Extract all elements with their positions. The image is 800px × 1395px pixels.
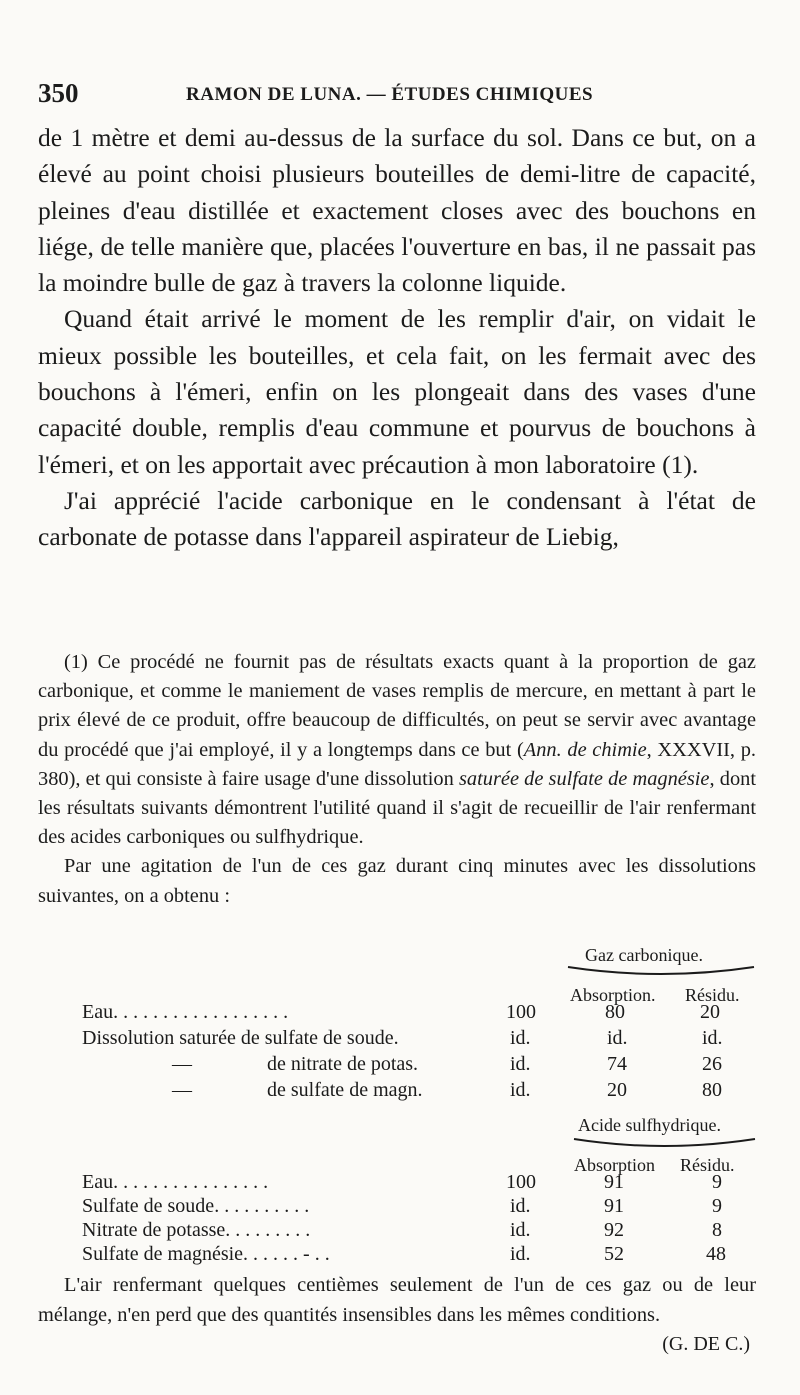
row-residu: id. bbox=[702, 1027, 723, 1049]
footnote-text-a: (1) Ce procédé ne fournit pas de résultats exacts quant à la proportion de gaz carbonique, et comme le maniement de vases remplis de mercure, en mettant à part le prix élevé de ce produit, offre beaucoup de difficultés, on peut se servir avec avantage du procédé que j'ai employé, il y a longtemps dans ce but ( bbox=[38, 651, 756, 761]
row-label: Sulfate de soude. . . . . . . . . . bbox=[82, 1195, 310, 1217]
row-label: Nitrate de potasse. . . . . . . . . bbox=[82, 1219, 311, 1241]
row-absorption: id. bbox=[607, 1027, 628, 1049]
row-residu: 9 bbox=[712, 1171, 722, 1193]
row-total: id. bbox=[510, 1243, 531, 1265]
closing-note bbox=[38, 1270, 756, 1330]
footnote-text-c: , dont les résultats suivants démontrent l'utilité quand il s'agit de recueillir de l'air renfermant des acides carboniques ou sulfhydrique. bbox=[38, 767, 757, 849]
row-residu: 9 bbox=[712, 1195, 722, 1217]
row-total: id. bbox=[510, 1195, 531, 1217]
table-row bbox=[82, 1027, 762, 1053]
table2-brace bbox=[572, 1137, 757, 1151]
row-total: id. bbox=[510, 1079, 531, 1101]
row-label: Eau. . . . . . . . . . . . . . . . . . bbox=[82, 1001, 289, 1023]
row-residu: 26 bbox=[702, 1053, 722, 1075]
row-absorption: 91 bbox=[604, 1195, 624, 1217]
row-label: de nitrate de potas. bbox=[267, 1053, 419, 1075]
main-text bbox=[38, 120, 756, 556]
row-ditto-dash: — bbox=[172, 1053, 192, 1075]
table-row bbox=[82, 1079, 762, 1105]
footnote-paragraph-1 bbox=[38, 648, 756, 852]
closing-paragraph: L'air renfermant quelques centièmes seulement de l'un de ces gaz ou de leur mélange, n'en perd que des quantités insensibles dans les mêmes conditions. bbox=[38, 1274, 756, 1326]
row-label: Eau. . . . . . . . . . . . . . . . bbox=[82, 1171, 269, 1193]
footnote bbox=[38, 648, 756, 911]
signature: (G. DE C.) bbox=[662, 1333, 750, 1355]
row-absorption: 52 bbox=[604, 1243, 624, 1265]
footnote-paragraph-2: Par une agitation de l'un de ces gaz durant cinq minutes avec les dissolutions suivantes, on a obtenu : bbox=[38, 855, 756, 907]
row-total: id. bbox=[510, 1219, 531, 1241]
table2-col-absorption: Absorption bbox=[574, 1155, 655, 1175]
table-row bbox=[82, 1195, 762, 1221]
footnote-citation: Ann. de chimie bbox=[523, 738, 647, 761]
table2-col-residu: Résidu. bbox=[680, 1155, 735, 1175]
row-label: Sulfate de magnésie. . . . . . - . . bbox=[82, 1243, 330, 1265]
table1-col-residu: Résidu. bbox=[685, 985, 740, 1005]
table-row bbox=[82, 1243, 762, 1269]
footnote-emphasis: saturée de sulfate de magnésie bbox=[458, 767, 710, 790]
row-residu: 80 bbox=[702, 1079, 722, 1101]
row-total: 100 bbox=[506, 1001, 536, 1023]
row-label: de sulfate de magn. bbox=[267, 1079, 423, 1101]
table-row bbox=[82, 1001, 762, 1027]
table1-col-absorption: Absorption. bbox=[570, 985, 656, 1005]
row-absorption: 74 bbox=[607, 1053, 627, 1075]
page-number: 350 bbox=[38, 78, 79, 108]
row-residu: 8 bbox=[712, 1219, 722, 1241]
row-total: 100 bbox=[506, 1171, 536, 1193]
row-absorption: 91 bbox=[604, 1171, 624, 1193]
paragraph-3: J'ai apprécié l'acide carbonique en le condensant à l'état de carbonate de potasse dans l'appareil aspirateur de Liebig, bbox=[38, 485, 756, 552]
row-absorption: 92 bbox=[604, 1219, 624, 1241]
table1-group-header: Gaz carbonique. bbox=[585, 945, 703, 965]
running-header bbox=[38, 78, 758, 114]
row-absorption: 20 bbox=[607, 1079, 627, 1101]
table-row bbox=[82, 1053, 762, 1079]
row-label: Dissolution saturée de sulfate de soude. bbox=[82, 1027, 399, 1049]
running-title: RAMON DE LUNA. — ÉTUDES CHIMIQUES bbox=[186, 84, 594, 105]
footnote-text-b: , XXXVII, p. 380), et qui consiste à faire usage d'une dissolution bbox=[38, 738, 756, 790]
table2-group-header: Acide sulfhydrique. bbox=[578, 1115, 721, 1135]
row-ditto-dash: — bbox=[172, 1079, 192, 1101]
table-row bbox=[82, 1171, 762, 1197]
paragraph-2: Quand était arrivé le moment de les remplir d'air, on vidait le mieux possible les bouteilles, et cela fait, on les fermait avec des bouchons à l'émeri, enfin on les plongeait dans des vases d'une capacité double, remplis d'eau commune et pourvus de bouchons à l'émeri, et on les apportait avec précaution à mon laboratoire (1). bbox=[38, 304, 756, 479]
row-residu: 20 bbox=[700, 1001, 720, 1023]
row-absorption: 80 bbox=[605, 1001, 625, 1023]
row-residu: 48 bbox=[706, 1243, 726, 1265]
row-total: id. bbox=[510, 1027, 531, 1049]
paragraph-1: de 1 mètre et demi au-dessus de la surface du sol. Dans ce but, on a élevé au point choisi plusieurs bouteilles de demi-litre de capacité, pleines d'eau distillée et exactement closes avec des bouchons en liége, de telle manière que, placées l'ouverture en bas, il ne passait pas la moindre bulle de gaz à travers la colonne liquide. bbox=[38, 123, 756, 298]
table-row bbox=[82, 1219, 762, 1245]
table1-brace bbox=[566, 965, 756, 979]
row-total: id. bbox=[510, 1053, 531, 1075]
